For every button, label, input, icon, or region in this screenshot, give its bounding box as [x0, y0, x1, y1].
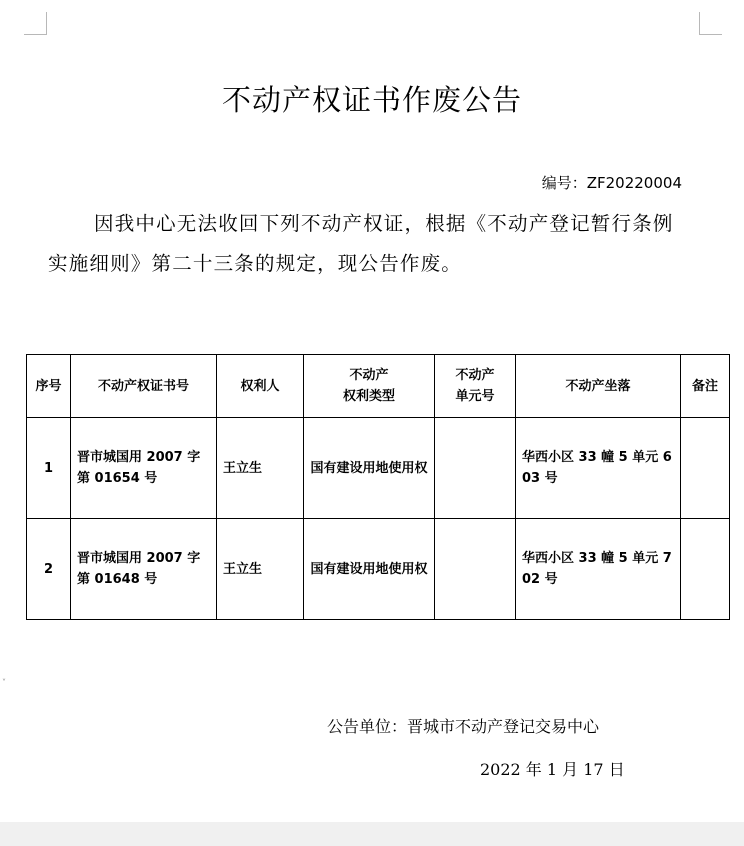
cell-owner: 王立生 [217, 418, 304, 519]
cell-location: 华西小区 33 幢 5 单元 603 号 [516, 418, 681, 519]
issuer-signature: 公告单位：晋城市不动产登记交易中心 [327, 717, 600, 736]
header-owner: 权利人 [217, 355, 304, 418]
cell-owner: 王立生 [217, 519, 304, 620]
header-seq: 序号 [27, 355, 71, 418]
document-number: 编号：ZF20220004 [541, 174, 682, 192]
margin-mark: ˅ [2, 678, 6, 687]
header-unit-line2: 单元号 [455, 389, 495, 404]
cell-unit [435, 418, 516, 519]
header-right-type-line1: 不动产 [349, 368, 389, 383]
cell-seq: 2 [27, 519, 71, 620]
header-right-type-line2: 权利类型 [342, 389, 395, 404]
header-remark: 备注 [681, 355, 730, 418]
header-right-type [304, 355, 435, 418]
table-row [27, 519, 730, 620]
cell-seq: 1 [27, 418, 71, 519]
page-corner-mark-top-left [24, 12, 47, 35]
invalidated-certificates-table [26, 354, 730, 620]
cell-location: 华西小区 33 幢 5 单元 702 号 [516, 519, 681, 620]
cell-unit [435, 519, 516, 620]
table-header-row [27, 355, 730, 418]
table-row [27, 418, 730, 519]
cell-cert-no: 晋市城国用 2007 字第 01654 号 [71, 418, 217, 519]
issue-date: 2022 年 1 月 17 日 [480, 760, 625, 779]
cell-remark [681, 418, 730, 519]
notice-body: 因我中心无法收回下列不动产权证，根据《不动产登记暂行条例实施细则》第二十三条的规定，现公告作废。 [48, 212, 674, 275]
page-footer-area [0, 822, 744, 846]
header-unit [435, 355, 516, 418]
header-unit-line1: 不动产 [455, 368, 495, 383]
document-title: 不动产权证书作废公告 [221, 83, 522, 117]
cell-remark [681, 519, 730, 620]
cell-cert-no: 晋市城国用 2007 字第 01648 号 [71, 519, 217, 620]
page-corner-mark-top-right [699, 12, 722, 35]
cell-right-type: 国有建设用地使用权 [304, 519, 435, 620]
header-location: 不动产坐落 [516, 355, 681, 418]
cell-right-type: 国有建设用地使用权 [304, 418, 435, 519]
header-cert-no: 不动产权证书号 [71, 355, 217, 418]
